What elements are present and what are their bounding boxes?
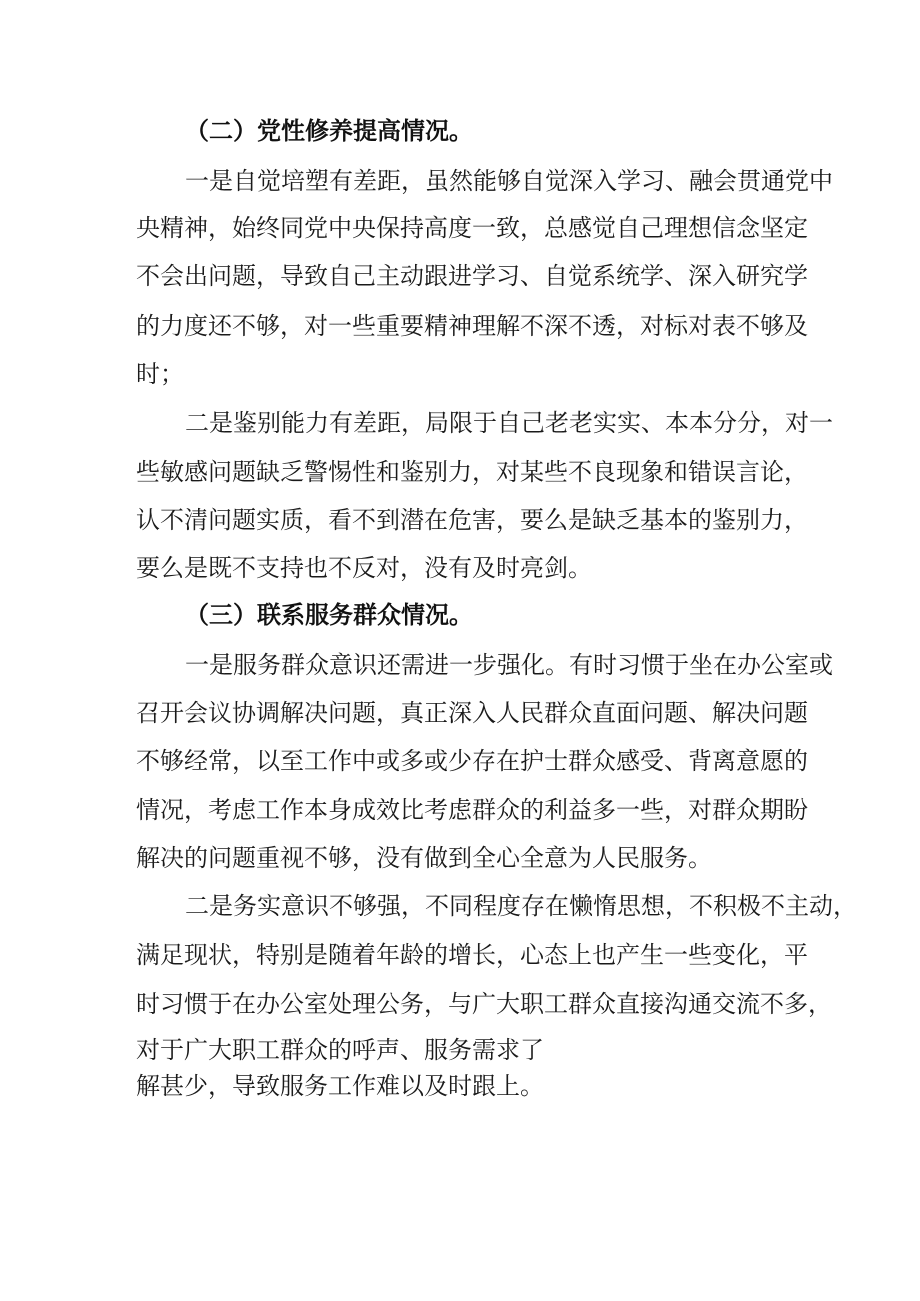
paragraph-line: 对于广大职工群众的呼声、服务需求了 [136, 1036, 544, 1064]
paragraph-line: 时； [136, 360, 184, 388]
paragraph-line: 二是务实意识不够强，不同程度存在懒惰思想，不积极不主动， [185, 892, 857, 920]
paragraph-line: 召开会议协调解决问题，真正深入人民群众直面问题、解决问题 [136, 699, 808, 727]
paragraph-line: 解甚少，导致服务工作难以及时跟上。 [136, 1072, 544, 1100]
paragraph-line: 解决的问题重视不够，没有做到全心全意为人民服务。 [136, 844, 712, 872]
paragraph-line: 满足现状，特别是随着年龄的增长，心态上也产生一些变化，平 [136, 941, 808, 969]
paragraph-line: 些敏感问题缺乏警惕性和鉴别力，对某些不良现象和错误言论， [136, 458, 808, 486]
paragraph-line: 情况，考虑工作本身成效比考虑群众的利益多一些，对群众期盼 [136, 796, 808, 824]
section-heading: （二）党性修养提高情况。 [185, 117, 473, 145]
paragraph-line: 二是鉴别能力有差距，局限于自己老老实实、本本分分，对一 [185, 409, 833, 437]
paragraph-line: 不会出问题，导致自己主动跟进学习、自觉系统学、深入研究学 [136, 262, 808, 290]
paragraph-line: 认不清问题实质，看不到潜在危害，要么是缺乏基本的鉴别力， [136, 506, 808, 534]
paragraph-line: 的力度还不够，对一些重要精神理解不深不透，对标对表不够及 [136, 312, 808, 340]
paragraph-line: 一是服务群众意识还需进一步强化。有时习惯于坐在办公室或 [185, 651, 833, 679]
paragraph-line: 央精神，始终同党中央保持高度一致，总感觉自己理想信念坚定 [136, 214, 808, 242]
paragraph-line: 时习惯于在办公室处理公务，与广大职工群众直接沟通交流不多， [136, 990, 832, 1018]
paragraph-line: 一是自觉培塑有差距，虽然能够自觉深入学习、融会贯通党中 [185, 167, 833, 195]
paragraph-line: 要么是既不支持也不反对，没有及时亮剑。 [136, 554, 592, 582]
paragraph-line: 不够经常，以至工作中或多或少存在护士群众感受、背离意愿的 [136, 747, 808, 775]
section-heading: （三）联系服务群众情况。 [185, 601, 473, 629]
